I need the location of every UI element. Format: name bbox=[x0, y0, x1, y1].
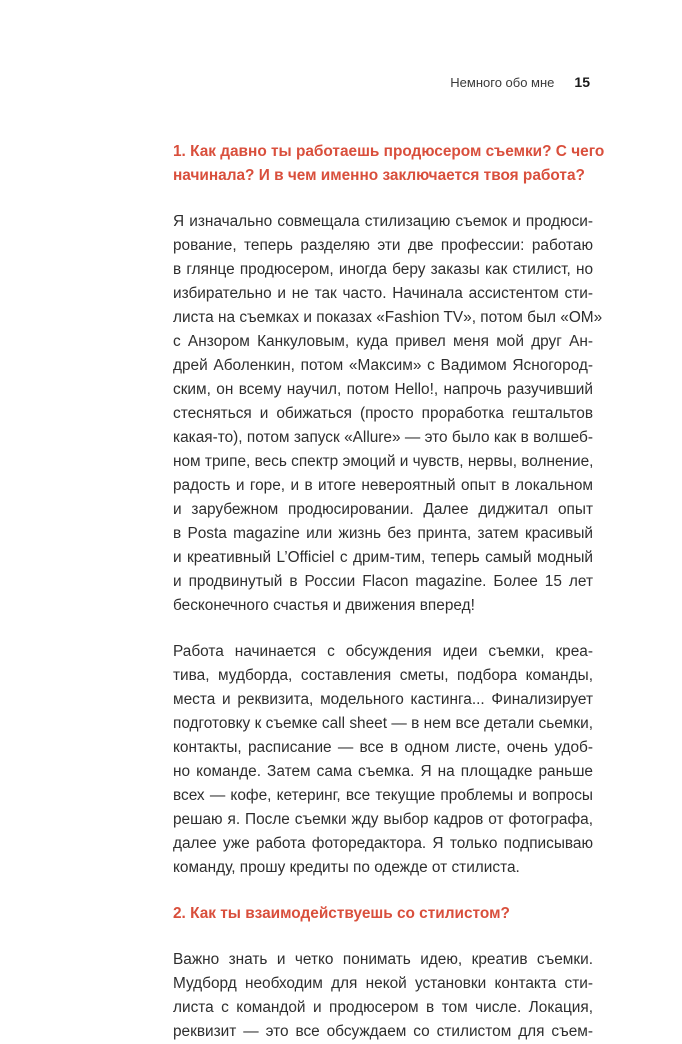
text-line: места и реквизита, модельного кастинга... Финализирует bbox=[173, 691, 593, 708]
running-head bbox=[450, 74, 590, 90]
text-line: решаю я. После съемки жду выбор кадров от фотографа, bbox=[173, 811, 593, 828]
text-line: какая-то), потом запуск «Allure» — это было как в волшеб- bbox=[173, 429, 593, 446]
question-2 bbox=[173, 902, 593, 926]
text-line: листа на съемках и показах «Fashion TV», потом был «ОМ» bbox=[173, 309, 603, 326]
text-line: Я изначально совмещала стилизацию съемок и продюси- bbox=[173, 213, 593, 230]
text-line: ном трипе, весь спектр эмоций и чувств, нервы, волнение, bbox=[173, 453, 594, 470]
text-line: и зарубежном продюсировании. Далее диджитал опыт bbox=[173, 501, 593, 518]
text-line: команду, прошу кредиты по одежде от стилиста. bbox=[173, 859, 520, 876]
question-1 bbox=[173, 140, 605, 188]
text-line: бесконечного счастья и движения вперед! bbox=[173, 597, 475, 614]
text-line: дрей Аболенкин, потом «Максим» с Вадимом Ясногород- bbox=[173, 357, 593, 374]
text-line: и креативный L’Officiel с дрим-тим, теперь самый модный bbox=[173, 549, 593, 566]
text-line: в глянце продюсером, иногда беру заказы как стилист, но bbox=[173, 261, 593, 278]
text-line: реквизит — это все обсуждаем со стилистом для съем- bbox=[173, 1023, 593, 1040]
answer-1-paragraph-1 bbox=[173, 210, 603, 618]
page-body bbox=[173, 140, 605, 1044]
text-line: радость и горе, и в итоге невероятный опыт в локальном bbox=[173, 477, 593, 494]
text-line: стесняться и обижаться (просто проработка гештальтов bbox=[173, 405, 593, 422]
answer-2-paragraph-1 bbox=[173, 948, 593, 1044]
text-line: тива, мудборда, составления сметы, подбора команды, bbox=[173, 667, 593, 684]
text-line: далее уже работа фоторедактора. Я только подписываю bbox=[173, 835, 593, 852]
text-line: подготовку к съемке call sheet — в нем все детали сьемки, bbox=[173, 715, 593, 732]
text-line: и продвинутый в России Flacon magazine. Более 15 лет bbox=[173, 573, 593, 590]
text-line: ским, он всему научил, потом Hello!, напрочь разучивший bbox=[173, 381, 593, 398]
question-line: 1. Как давно ты работаешь продюсером съемки? С чего bbox=[173, 143, 605, 160]
text-line: в Posta magazine или жизнь без принта, затем красивый bbox=[173, 525, 593, 542]
text-line: Мудборд необходим для некой установки контакта сти- bbox=[173, 975, 593, 992]
answer-1-paragraph-2 bbox=[173, 640, 593, 880]
text-line: контакты, расписание — все в одном листе, очень удоб- bbox=[173, 739, 593, 756]
text-line: всех — кофе, кетеринг, все текущие проблемы и вопросы bbox=[173, 787, 593, 804]
text-line: избирательно и не так часто. Начинала ассистентом сти- bbox=[173, 285, 593, 302]
question-line: 2. Как ты взаимодействуешь со стилистом? bbox=[173, 905, 510, 922]
text-line: Работа начинается с обсуждения идеи съемки, креа- bbox=[173, 643, 593, 660]
text-line: рование, теперь разделяю эти две профессии: работаю bbox=[173, 237, 593, 254]
section-title: Немного обо мне bbox=[450, 75, 555, 90]
text-line: но команде. Затем сама съемка. Я на площадке раньше bbox=[173, 763, 593, 780]
page-number: 15 bbox=[574, 74, 590, 90]
question-line: начинала? И в чем именно заключается твоя работа? bbox=[173, 167, 585, 184]
text-line: Важно знать и четко понимать идею, креатив съемки. bbox=[173, 951, 593, 968]
text-line: с Анзором Канкуловым, куда привел меня мой друг Ан- bbox=[173, 333, 593, 350]
text-line: листа с командой и продюсером в том числе. Локация, bbox=[173, 999, 593, 1016]
